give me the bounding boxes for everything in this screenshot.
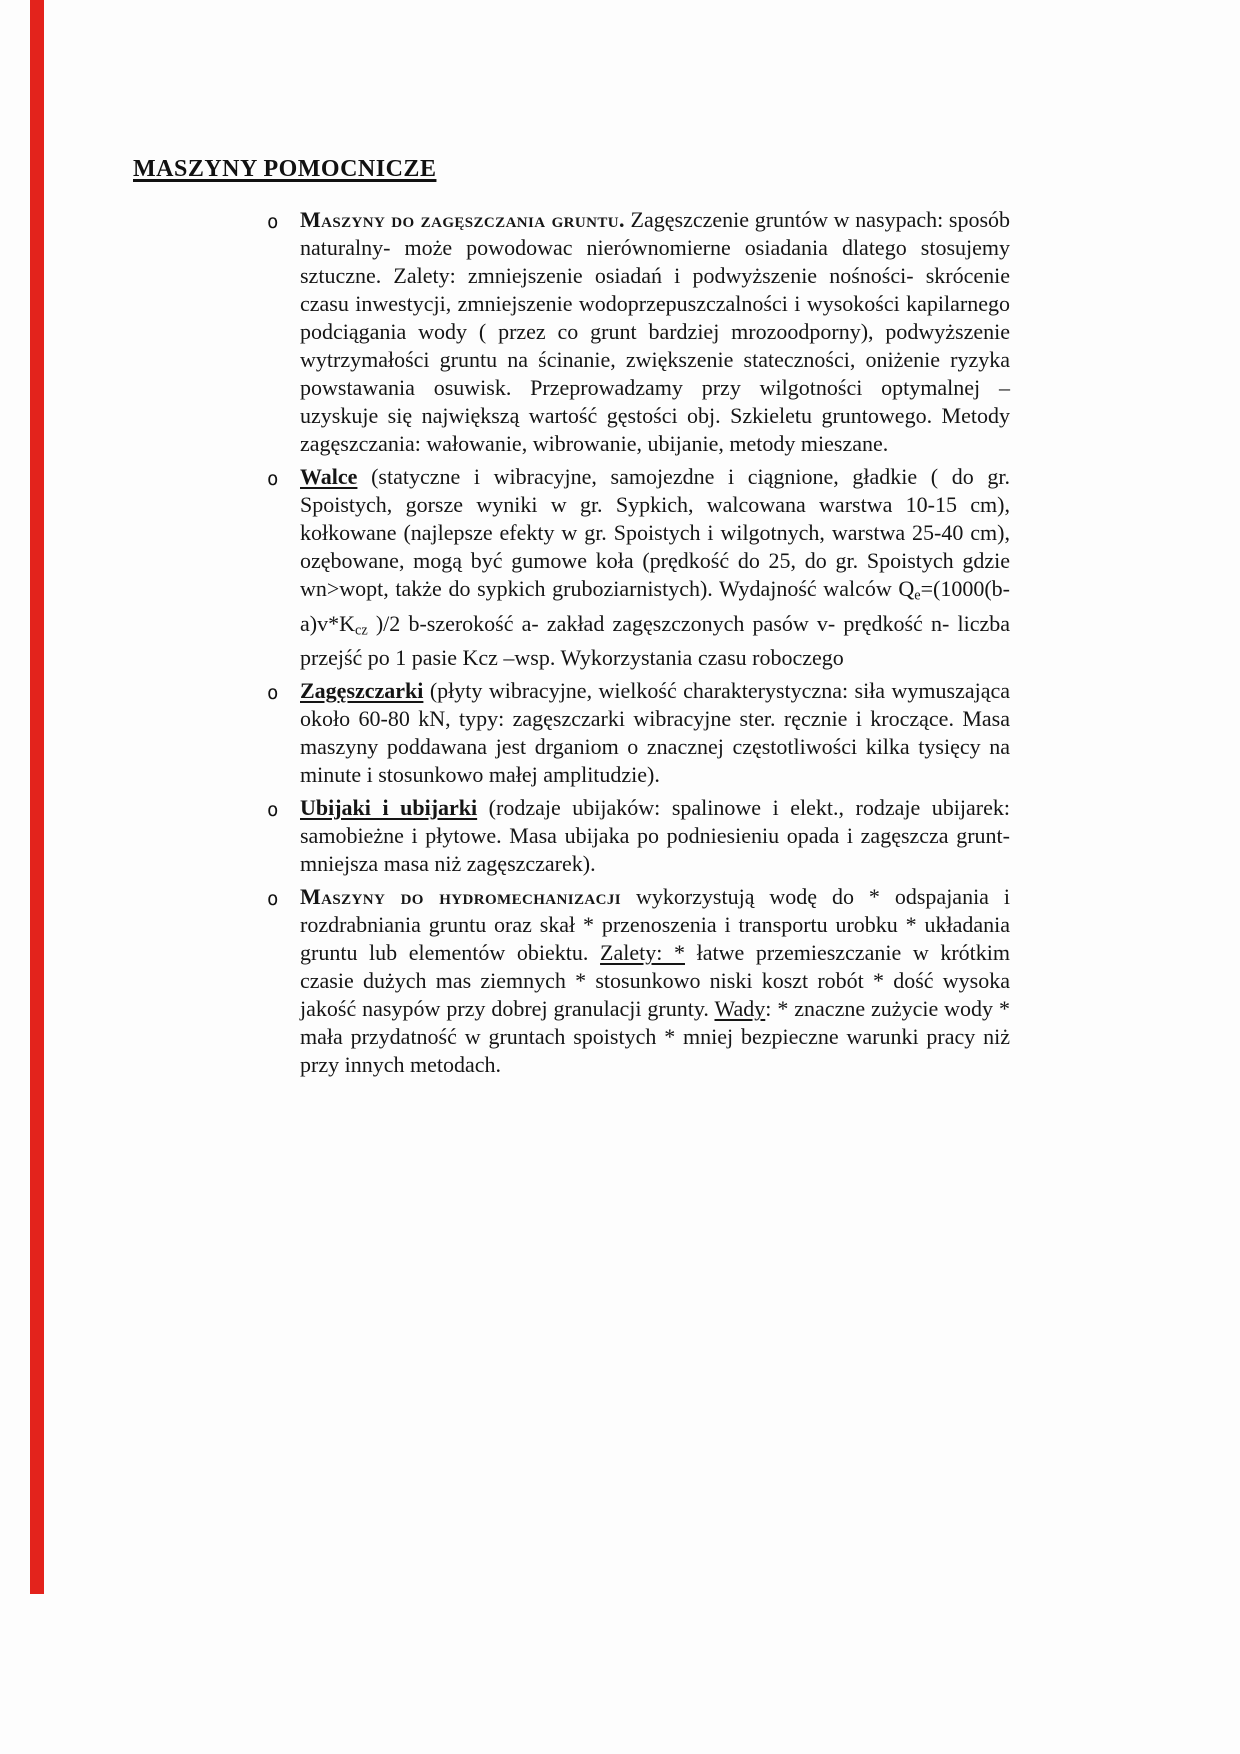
term-walce: Walce [300, 464, 358, 489]
left-margin-stripe [30, 0, 44, 1594]
subscript-cz: cz [354, 622, 368, 639]
term-ubijaki-i-ubijarki: Ubijaki i ubijarki [300, 795, 478, 821]
body-text: : * znaczne zużycie wody * mała przydatność w gruntach spoistych * mniej bezpieczne warunki pracy niż przy innych metodach. [300, 996, 1011, 1078]
body-text: )/2 b-szerokość a- zakład zagęszczonych pasów v- prędkość n- liczba przejść po 1 pasie Kcz –wsp. Wykorzystania czasu roboczego [300, 610, 1010, 671]
label-wady: Wady [714, 996, 766, 1022]
list-item-maszyny-do-zageszczania-gruntu [267, 206, 1010, 458]
bullet-marker: o [267, 211, 279, 233]
body-text: (płyty wibracyjne, wielkość charakterystyczna: siła wymuszająca około 60-80 kN, typy: zagęszczarki wibracyjne ster. ręcznie i kroczące. Masa maszyny poddawana jest drganiom o znacznej częstotliwości kilka tysięcy na minute i stosunkowo małej amplitudzie). [300, 678, 1010, 788]
subscript-e: e [914, 587, 921, 604]
list-item-walce [267, 463, 1010, 672]
term-maszyny-do-hydromechanizacji: Maszyny do hydromechanizacji [300, 884, 622, 910]
formula-text: =(1000(b-a)v*K [300, 576, 1010, 636]
body-text: łatwe przemieszczanie w krótkim czasie dużych mas ziemnych * stosunkowo niski koszt robót * dość wysoka jakość nasypów przy dobrej granulacji grunty. [300, 940, 1010, 1022]
list-item-maszyny-do-hydromechanizacji [267, 883, 1011, 1079]
list-item-ubijaki-i-ubijarki [267, 794, 1010, 878]
body-text: (statyczne i wibracyjne, samojezdne i ciągnione, gładkie ( do gr. Spoistych, gorsze wyniki w gr. Sypkich, walcowana warstwa 10-15 cm), kołkowane (najlepsze efekty w gr. Spoistych i wilgotnych, warstwa 25-40 cm), ozębowane, mogą być gumowe koła (prędkość do 25, do gr. Spoistych gdzie wn>wopt, także do sypkich gruboziarnistych). Wydajność walców Q [300, 464, 1010, 601]
document-title: MASZYNY POMOCNICZE [133, 156, 437, 182]
body-text: Zagęszczenie gruntów w nasypach: sposób naturalny- może powodowac nierównomierne osiadania dlatego stosujemy sztuczne. Zalety: zmniejszenie osiadań i podwyższenie nośności- skrócenie czasu inwestycji, zmniejszenie wodoprzepuszczalności i wysokości kapilarnego podciągania wody ( przez co grunt bardziej mrozoodporny), podwyższenie wytrzymałości gruntu na ścinanie, zwiększenie stateczności, oniżenie ryzyka powstawania osuwisk. Przeprowadzamy przy wilgotności optymalnej – uzyskuje się największą wartość gęstości obj. Szkieletu gruntowego. Metody zagęszczania: wałowanie, wibrowanie, ubijanie, metody mieszane. [300, 207, 1010, 456]
term-maszyny-do-zageszczania-gruntu: Maszyny do zagęszczania gruntu. [300, 207, 625, 232]
bullet-marker: o [267, 468, 279, 490]
bullet-marker: o [267, 888, 279, 911]
term-zageszczarki: Zagęszczarki [300, 678, 424, 704]
body-text: (rodzaje ubijaków: spalinowe i elekt., rodzaje ubijarek: samobieżne i płytowe. Masa ubijaka po podniesieniu opada i zagęszcza grunt- mniejsza masa niż zagęszczarek). [300, 795, 1010, 877]
bullet-marker: o [267, 682, 279, 705]
list-item-zageszczarki [267, 677, 1010, 789]
bullet-list [267, 206, 1011, 1084]
body-text: wykorzystują wodę do * odspajania i rozdrabniania gruntu oraz skał * przenoszenia i transportu urobku * układania gruntu lub elementów obiektu. [300, 884, 1010, 966]
label-zalety: Zalety: * [600, 940, 685, 966]
bullet-marker: o [267, 799, 279, 822]
